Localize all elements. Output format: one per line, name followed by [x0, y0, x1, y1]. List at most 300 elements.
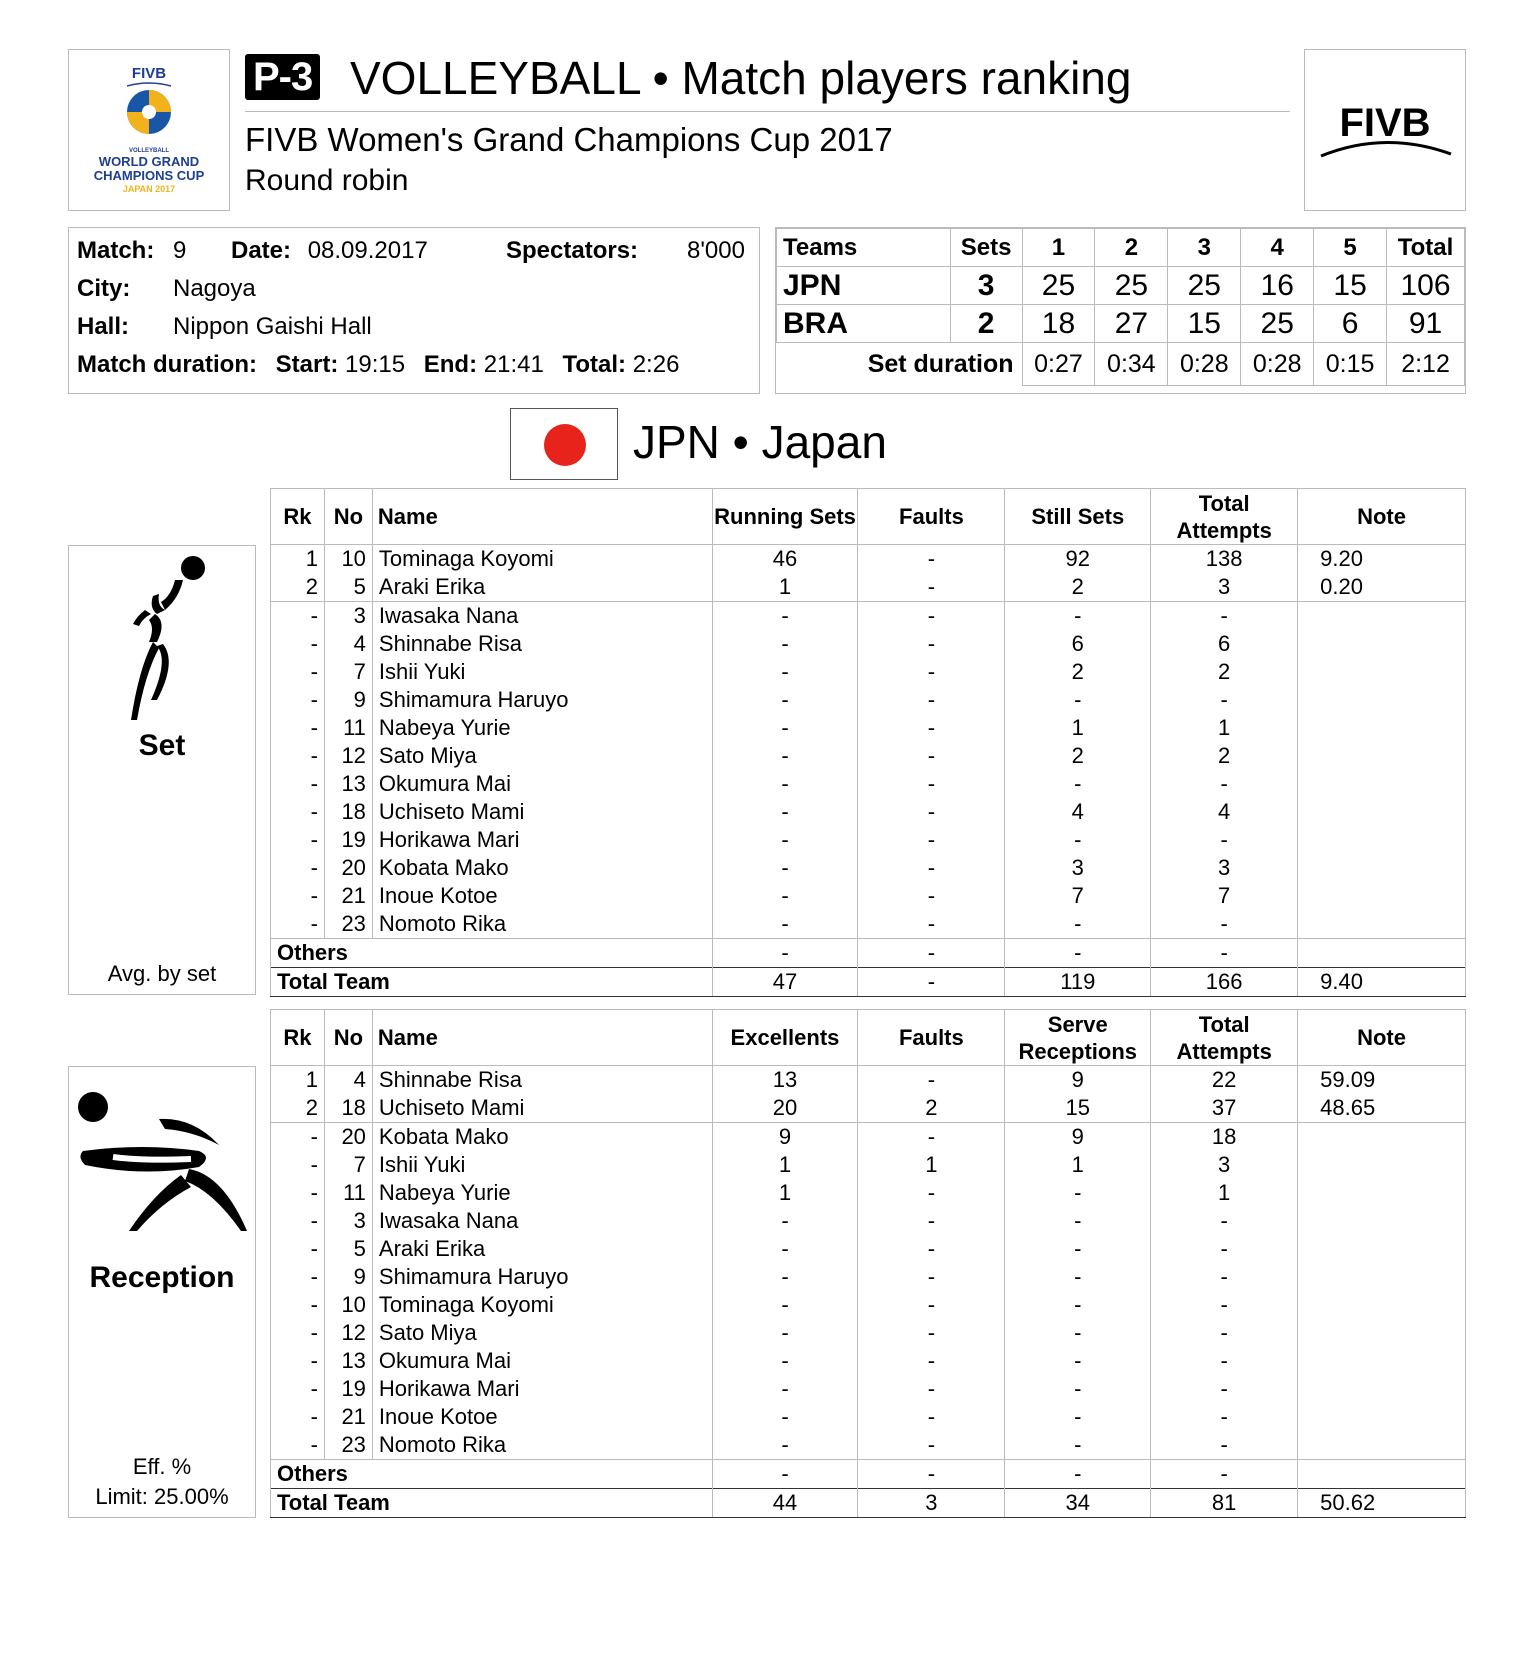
player-rank: -: [271, 630, 325, 658]
score-panel: [775, 227, 1466, 394]
stat-value: -: [712, 798, 858, 826]
total-note: 50.62: [1298, 1489, 1466, 1518]
player-number: 18: [324, 1094, 372, 1123]
stat-value: 37: [1151, 1094, 1298, 1123]
spectators-group: [506, 232, 638, 270]
player-note: [1298, 1263, 1466, 1291]
player-name: Ishii Yuki: [372, 1151, 712, 1179]
stat-value: -: [858, 1431, 1005, 1460]
player-note: [1298, 658, 1466, 686]
stat-value: 3: [1151, 573, 1298, 602]
player-number: 5: [324, 1235, 372, 1263]
player-rank: 2: [271, 573, 325, 602]
stat-value: 6: [1005, 630, 1151, 658]
player-rank: -: [271, 742, 325, 770]
player-row: [271, 1151, 1466, 1179]
hall-value-group: [173, 308, 372, 346]
col-running-sets: Running Sets: [712, 489, 858, 545]
spectators-value-group: [687, 232, 745, 270]
score-sets-won: 2: [950, 305, 1022, 343]
stat-value: -: [712, 1375, 858, 1403]
stat-value: 7: [1005, 882, 1151, 910]
player-rank: -: [271, 1403, 325, 1431]
stat-value: -: [1151, 1235, 1298, 1263]
stat-value: -: [1151, 826, 1298, 854]
stat-value: -: [712, 1347, 858, 1375]
receiver-pictogram-icon: [73, 1085, 251, 1235]
player-row: [271, 1235, 1466, 1263]
stat-value: 2: [1005, 658, 1151, 686]
document-title: VOLLEYBALL • Match players ranking: [350, 52, 1132, 104]
player-note: [1298, 1235, 1466, 1263]
reception-total-row: [271, 1489, 1466, 1518]
stat-value: -: [858, 573, 1005, 602]
stat-value: 2: [1151, 742, 1298, 770]
stat-value: 7: [1151, 882, 1298, 910]
stat-value: -: [858, 1235, 1005, 1263]
player-number: 20: [324, 1123, 372, 1152]
stat-value: -: [1151, 1319, 1298, 1347]
player-row: [271, 1207, 1466, 1235]
stat-value: -: [1151, 770, 1298, 798]
hall-label: Hall:: [77, 313, 130, 340]
stat-value: 1: [1151, 1179, 1298, 1207]
player-number: 21: [324, 1403, 372, 1431]
set-duration-value: 0:28: [1168, 343, 1241, 386]
stat-value: -: [1151, 910, 1298, 939]
col-name: Name: [372, 1010, 712, 1066]
stat-value: -: [858, 798, 1005, 826]
player-row: [271, 1066, 1466, 1095]
stat-value: 6: [1151, 630, 1298, 658]
player-rank: 2: [271, 1094, 325, 1123]
player-rank: -: [271, 1123, 325, 1152]
set-table-header: [271, 489, 1466, 545]
fivb-logo: [1304, 49, 1466, 211]
player-name: Shimamura Haruyo: [372, 1263, 712, 1291]
stat-value: -: [712, 826, 858, 854]
score-header-set4: 4: [1241, 229, 1314, 267]
reception-table-header: [271, 1010, 1466, 1066]
stat-value: -: [712, 1291, 858, 1319]
others-value: -: [858, 1460, 1005, 1489]
set-duration-value: 0:28: [1241, 343, 1314, 386]
others-value: -: [1151, 939, 1298, 968]
stat-value: -: [712, 602, 858, 631]
player-name: Horikawa Mari: [372, 1375, 712, 1403]
player-number: 12: [324, 742, 372, 770]
stat-value: -: [1151, 686, 1298, 714]
player-note: [1298, 910, 1466, 939]
score-row-jpn: [777, 267, 1465, 305]
player-number: 21: [324, 882, 372, 910]
player-row: [271, 1347, 1466, 1375]
player-rank: -: [271, 1207, 325, 1235]
stat-value: 3: [1151, 854, 1298, 882]
player-name: Nomoto Rika: [372, 910, 712, 939]
stat-value: -: [712, 1403, 858, 1431]
stat-value: -: [712, 910, 858, 939]
player-rank: -: [271, 1431, 325, 1460]
player-note: [1298, 882, 1466, 910]
score-header-set5: 5: [1314, 229, 1387, 267]
japan-flag-icon: [510, 408, 618, 480]
player-row: [271, 658, 1466, 686]
stat-value: 2: [858, 1094, 1005, 1123]
total-note: 9.40: [1298, 968, 1466, 997]
stat-value: 1: [712, 573, 858, 602]
score-team: BRA: [777, 305, 951, 343]
player-number: 11: [324, 1179, 372, 1207]
col-no: No: [324, 489, 372, 545]
player-number: 18: [324, 798, 372, 826]
player-name: Tominaga Koyomi: [372, 1291, 712, 1319]
stat-value: 13: [712, 1066, 858, 1095]
fivb-logo-text: FIVB: [1339, 101, 1431, 145]
score-set-points: 6: [1314, 305, 1387, 343]
stat-value: -: [858, 658, 1005, 686]
stat-value: -: [858, 770, 1005, 798]
stat-value: -: [1005, 1291, 1151, 1319]
score-header-teams: Teams: [777, 229, 951, 267]
stat-value: -: [1151, 1291, 1298, 1319]
player-number: 7: [324, 658, 372, 686]
player-number: 3: [324, 602, 372, 631]
stat-value: -: [1151, 1431, 1298, 1460]
total-value: 166: [1151, 968, 1298, 997]
stat-value: -: [712, 742, 858, 770]
set-duration-row: [777, 343, 1465, 386]
player-row: [271, 686, 1466, 714]
others-label: Others: [271, 939, 713, 968]
stat-value: -: [858, 602, 1005, 631]
stat-value: -: [1005, 1431, 1151, 1460]
event-logo-line1: VOLLEYBALL: [129, 148, 169, 154]
stat-value: -: [712, 630, 858, 658]
stat-value: 1: [1005, 1151, 1151, 1179]
stat-value: -: [712, 658, 858, 686]
total-duration-value: 2:26: [632, 351, 680, 378]
score-sets-won: 3: [950, 267, 1022, 305]
score-set-points: 25: [1022, 267, 1095, 305]
set-duration-value: 0:34: [1095, 343, 1168, 386]
stat-value: 92: [1005, 545, 1151, 574]
stat-value: -: [712, 1235, 858, 1263]
col-no: No: [324, 1010, 372, 1066]
col-note: Note: [1298, 1010, 1466, 1066]
stat-value: -: [858, 826, 1005, 854]
player-number: 11: [324, 714, 372, 742]
set-duration-value: 0:27: [1022, 343, 1095, 386]
stat-value: -: [712, 714, 858, 742]
col-name: Name: [372, 489, 712, 545]
event-logo-fivb: FIVB: [131, 65, 167, 82]
player-number: 9: [324, 1263, 372, 1291]
player-rank: -: [271, 1375, 325, 1403]
stat-value: -: [1005, 1179, 1151, 1207]
player-rank: -: [271, 1235, 325, 1263]
player-number: 13: [324, 770, 372, 798]
player-row: [271, 714, 1466, 742]
player-number: 13: [324, 1347, 372, 1375]
setter-pictogram-icon: [109, 550, 219, 730]
header-divider: [245, 111, 1290, 112]
stat-value: -: [712, 1319, 858, 1347]
player-rank: -: [271, 1151, 325, 1179]
score-header-set2: 2: [1095, 229, 1168, 267]
stat-value: 4: [1151, 798, 1298, 826]
score-set-points: 25: [1241, 305, 1314, 343]
stat-value: -: [858, 1403, 1005, 1431]
player-row: [271, 770, 1466, 798]
stat-value: -: [712, 1431, 858, 1460]
stat-value: -: [712, 882, 858, 910]
player-number: 23: [324, 910, 372, 939]
stat-value: 4: [1005, 798, 1151, 826]
player-note: [1298, 1375, 1466, 1403]
player-note: [1298, 1151, 1466, 1179]
end-value: 21:41: [483, 351, 544, 378]
player-number: 10: [324, 545, 372, 574]
stat-value: -: [1005, 1235, 1151, 1263]
player-rank: -: [271, 1319, 325, 1347]
stat-value: -: [858, 1347, 1005, 1375]
score-header-row: [777, 229, 1465, 267]
stat-value: -: [858, 882, 1005, 910]
total-value: 119: [1005, 968, 1151, 997]
end-label: End:: [423, 351, 478, 378]
stat-value: 22: [1151, 1066, 1298, 1095]
stat-value: 1: [712, 1151, 858, 1179]
stat-value: -: [1005, 1263, 1151, 1291]
others-value: [1298, 1460, 1466, 1489]
player-rank: -: [271, 826, 325, 854]
city-group: [77, 270, 130, 308]
total-value: -: [858, 968, 1005, 997]
score-set-points: 16: [1241, 267, 1314, 305]
stat-value: -: [1005, 1403, 1151, 1431]
event-phase: Round robin: [245, 164, 409, 197]
player-row: [271, 910, 1466, 939]
total-team-label: Total Team: [271, 1489, 713, 1518]
player-row: [271, 602, 1466, 631]
stat-value: -: [858, 1207, 1005, 1235]
score-header-sets: Sets: [950, 229, 1022, 267]
col-rk: Rk: [271, 489, 325, 545]
stat-value: 9: [1005, 1123, 1151, 1152]
player-name: Okumura Mai: [372, 1347, 712, 1375]
total-value: 34: [1005, 1489, 1151, 1518]
player-name: Inoue Kotoe: [372, 882, 712, 910]
player-rank: -: [271, 798, 325, 826]
hall-value: Nippon Gaishi Hall: [173, 313, 372, 340]
total-value: 47: [712, 968, 858, 997]
player-note: [1298, 1431, 1466, 1460]
player-name: Okumura Mai: [372, 770, 712, 798]
player-number: 5: [324, 573, 372, 602]
player-rank: -: [271, 1179, 325, 1207]
stat-value: 20: [712, 1094, 858, 1123]
others-label: Others: [271, 1460, 713, 1489]
player-row: [271, 573, 1466, 602]
set-duration-label: Set duration: [777, 343, 1023, 386]
player-note: [1298, 1319, 1466, 1347]
start-value: 19:15: [345, 351, 406, 378]
stat-value: 1: [1005, 714, 1151, 742]
set-table-body: [271, 545, 1466, 939]
skill-sub-reception-eff: Eff. %: [132, 1454, 192, 1479]
player-note: 48.65: [1298, 1094, 1466, 1123]
player-number: 4: [324, 1066, 372, 1095]
stat-value: -: [1005, 1375, 1151, 1403]
player-number: 12: [324, 1319, 372, 1347]
stat-value: -: [1005, 826, 1151, 854]
skill-sub-reception-limit: Limit: 25.00%: [95, 1484, 229, 1509]
player-note: [1298, 1291, 1466, 1319]
stat-value: -: [1005, 602, 1151, 631]
total-value: 81: [1151, 1489, 1298, 1518]
stat-value: -: [858, 910, 1005, 939]
set-ranking-table: [270, 488, 1466, 997]
player-row: [271, 1375, 1466, 1403]
player-rank: -: [271, 854, 325, 882]
player-rank: -: [271, 910, 325, 939]
stat-value: 9: [1005, 1066, 1151, 1095]
player-name: Araki Erika: [372, 573, 712, 602]
set-duration-value: 0:15: [1314, 343, 1387, 386]
stat-value: -: [858, 742, 1005, 770]
stat-value: -: [858, 686, 1005, 714]
stat-value: -: [1005, 1319, 1151, 1347]
player-rank: -: [271, 714, 325, 742]
score-set-points: 25: [1095, 267, 1168, 305]
match-info-row-1: [77, 232, 186, 270]
score-set-points: 27: [1095, 305, 1168, 343]
col-rk: Rk: [271, 1010, 325, 1066]
others-value: -: [1005, 1460, 1151, 1489]
total-value: 44: [712, 1489, 858, 1518]
col-total-attempts: Total Attempts: [1151, 1010, 1298, 1066]
col-excellents: Excellents: [712, 1010, 858, 1066]
player-row: [271, 1319, 1466, 1347]
col-faults: Faults: [858, 1010, 1005, 1066]
score-header-total: Total: [1387, 229, 1465, 267]
col-note: Note: [1298, 489, 1466, 545]
player-row: [271, 1291, 1466, 1319]
stat-value: -: [712, 854, 858, 882]
player-note: [1298, 630, 1466, 658]
stat-value: -: [1151, 1207, 1298, 1235]
player-rank: -: [271, 770, 325, 798]
stat-value: 18: [1151, 1123, 1298, 1152]
stat-value: 138: [1151, 545, 1298, 574]
player-name: Shinnabe Risa: [372, 1066, 712, 1095]
stat-value: -: [858, 1291, 1005, 1319]
stat-value: -: [858, 1263, 1005, 1291]
match-label: Match:: [77, 237, 155, 264]
stat-value: -: [858, 545, 1005, 574]
stat-value: -: [1005, 1207, 1151, 1235]
player-name: Iwasaka Nana: [372, 1207, 712, 1235]
stat-value: -: [858, 1319, 1005, 1347]
player-note: [1298, 1123, 1466, 1152]
player-note: [1298, 714, 1466, 742]
player-name: Tominaga Koyomi: [372, 545, 712, 574]
player-row: [271, 1263, 1466, 1291]
player-name: Shinnabe Risa: [372, 630, 712, 658]
stat-value: -: [1005, 1347, 1151, 1375]
player-name: Uchiseto Mami: [372, 798, 712, 826]
player-number: 10: [324, 1291, 372, 1319]
player-name: Sato Miya: [372, 742, 712, 770]
player-rank: -: [271, 1263, 325, 1291]
others-value: -: [1005, 939, 1151, 968]
player-rank: -: [271, 658, 325, 686]
player-row: [271, 1431, 1466, 1460]
score-set-points: 25: [1168, 267, 1241, 305]
match-number: 9: [173, 237, 187, 264]
skill-name-reception: Reception: [89, 1261, 235, 1294]
player-name: Horikawa Mari: [372, 826, 712, 854]
skill-name-set: Set: [138, 729, 186, 762]
reception-ranking-table: [270, 1009, 1466, 1518]
player-row: [271, 742, 1466, 770]
stat-value: -: [858, 1066, 1005, 1095]
player-note: 0.20: [1298, 573, 1466, 602]
player-row: [271, 1094, 1466, 1123]
event-logo-line3: CHAMPIONS CUP: [93, 168, 205, 183]
player-row: [271, 854, 1466, 882]
duration-label: Match duration:: [77, 351, 257, 378]
event-logo-line4: JAPAN 2017: [122, 184, 176, 194]
col-serve-receptions: Serve Receptions: [1005, 1010, 1151, 1066]
stat-value: 3: [1005, 854, 1151, 882]
player-row: [271, 1403, 1466, 1431]
player-rank: 1: [271, 1066, 325, 1095]
player-number: 19: [324, 1375, 372, 1403]
player-row: [271, 1179, 1466, 1207]
stat-value: -: [1151, 1347, 1298, 1375]
skill-sub-set: Avg. by set: [107, 961, 217, 986]
skill-panel-set: [68, 545, 256, 995]
player-number: 3: [324, 1207, 372, 1235]
stat-value: -: [858, 1123, 1005, 1152]
score-total-points: 106: [1387, 267, 1465, 305]
player-name: Uchiseto Mami: [372, 1094, 712, 1123]
event-name: FIVB Women's Grand Champions Cup 2017: [245, 121, 893, 158]
stat-value: -: [712, 1263, 858, 1291]
stat-value: -: [712, 1207, 858, 1235]
skill-panel-reception: [68, 1066, 256, 1518]
flag-sun-disc: [544, 424, 586, 466]
player-note: [1298, 1403, 1466, 1431]
total-team-label: Total Team: [271, 968, 713, 997]
player-note: [1298, 826, 1466, 854]
player-number: 19: [324, 826, 372, 854]
score-set-points: 15: [1314, 267, 1387, 305]
player-name: Iwasaka Nana: [372, 602, 712, 631]
set-duration-total: 2:12: [1387, 343, 1465, 386]
spectators-label: Spectators:: [506, 237, 639, 264]
score-table: [776, 228, 1465, 386]
player-rank: -: [271, 602, 325, 631]
others-value: -: [712, 1460, 858, 1489]
stat-value: -: [712, 770, 858, 798]
stat-value: 2: [1151, 658, 1298, 686]
spectators-value: 8'000: [687, 237, 745, 264]
stat-value: -: [1005, 910, 1151, 939]
score-header-set1: 1: [1022, 229, 1095, 267]
